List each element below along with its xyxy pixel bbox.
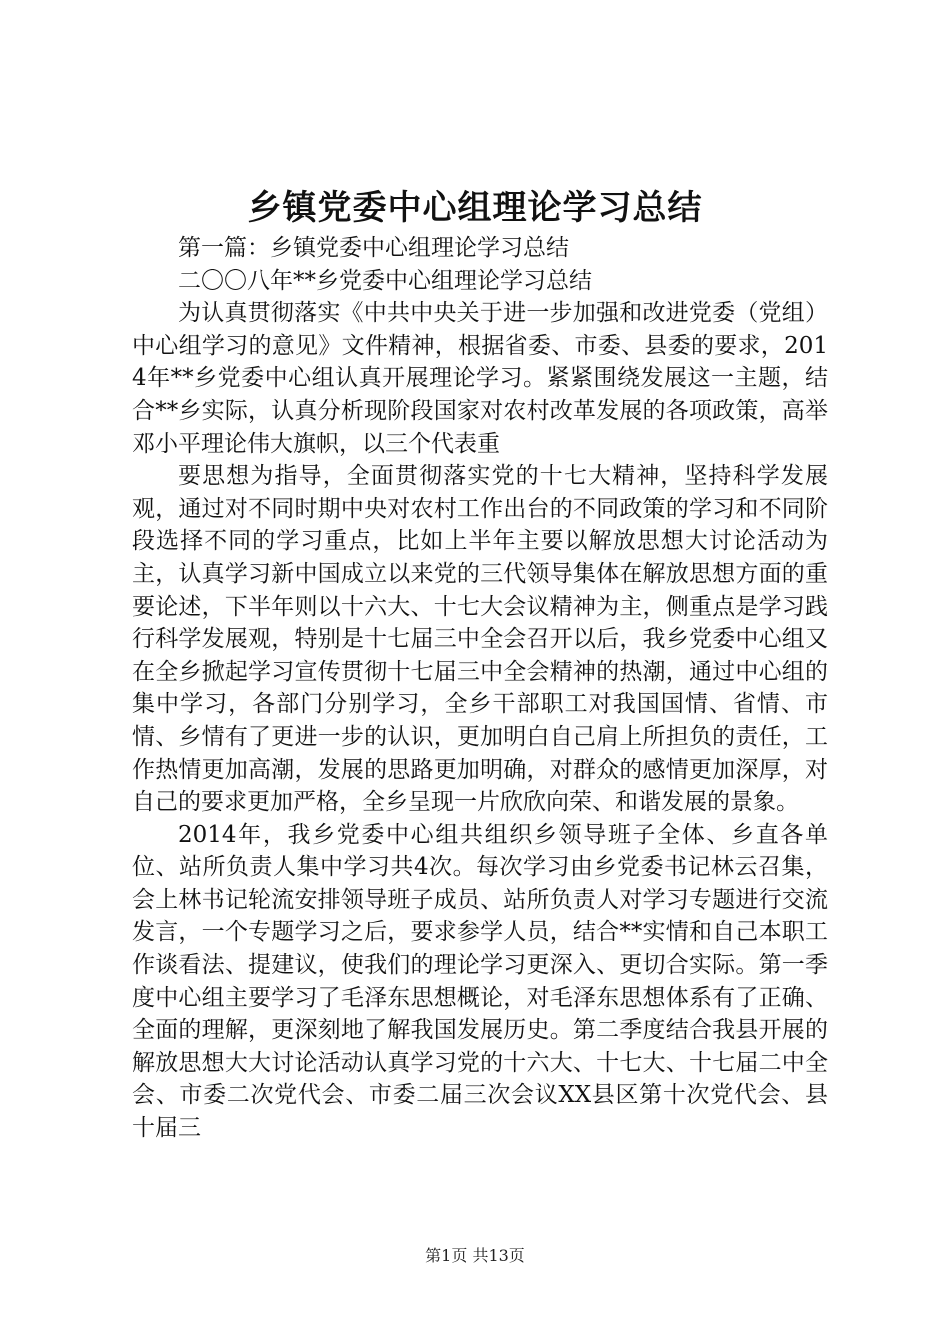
paragraph-3: 为认真贯彻落实《中共中央关于进一步加强和改进党委（党组）中心组学习的意见》文件精神，根据省委、市委、县委的要求，2014年**乡党委中心组认真开展理论学习。紧紧围绕发展这一主题，结合**乡实际，认真分析现阶段国家对农村改革发展的各项政策，高举邓小平理论伟大旗帜，以三个代表重 (132, 300, 828, 457)
document-title: 乡镇党委中心组理论学习总结 (247, 188, 703, 228)
page-footer: 第1页 共13页 (425, 1246, 525, 1265)
paragraph-2: 二〇〇八年**乡党委中心组理论学习总结 (178, 267, 592, 294)
paragraph-1: 第一篇：乡镇党委中心组理论学习总结 (178, 235, 569, 261)
paragraph-5: 2014年，我乡党委中心组共组织乡领导班子全体、乡直各单位、站所负责人集中学习共4次。每次学习由乡党委书记林云召集，会上林书记轮流安排领导班子成员、站所负责人对学习专题进行交流发言，一个专题学习之后，要求参学人员，结合**实情和自己本职工作谈看法、提建议，使我们的理论学习更深入、更切合实际。第一季度中心组主要学习了毛泽东思想概论，对毛泽东思想体系有了正确、全面的理解，更深刻地了解我国发展历史。第二季度结合我县开展的解放思想大大讨论活动认真学习党的十六大、十七大、十七届二中全会、市委二次党代会、市委二届三次会议XX县区第十次党代会、县十届三 (132, 821, 828, 1142)
document-body (132, 232, 828, 1145)
paragraph-4: 要思想为指导，全面贯彻落实党的十七大精神，坚持科学发展观，通过对不同时期中央对农村工作出台的不同政策的学习和不同阶段选择不同的学习重点，比如上半年主要以解放思想大讨论活动为主，认真学习新中国成立以来党的三代领导集体在解放思想方面的重要论述，下半年则以十六大、十七大会议精神为主，侧重点是学习践行科学发展观，特别是十七届三中全会召开以后，我乡党委中心组又在全乡掀起学习宣传贯彻十七届三中全会精神的热潮，通过中心组的集中学习，各部门分别学习，全乡干部职工对我国国情、省情、市情、乡情有了更进一步的认识，更加明白自己肩上所担负的责任，工作热情更加高潮，发展的思路更加明确，对群众的感情更加深厚，对自己的要求更加严格，全乡呈现一片欣欣向荣、和谐发展的景象。 (132, 463, 828, 816)
